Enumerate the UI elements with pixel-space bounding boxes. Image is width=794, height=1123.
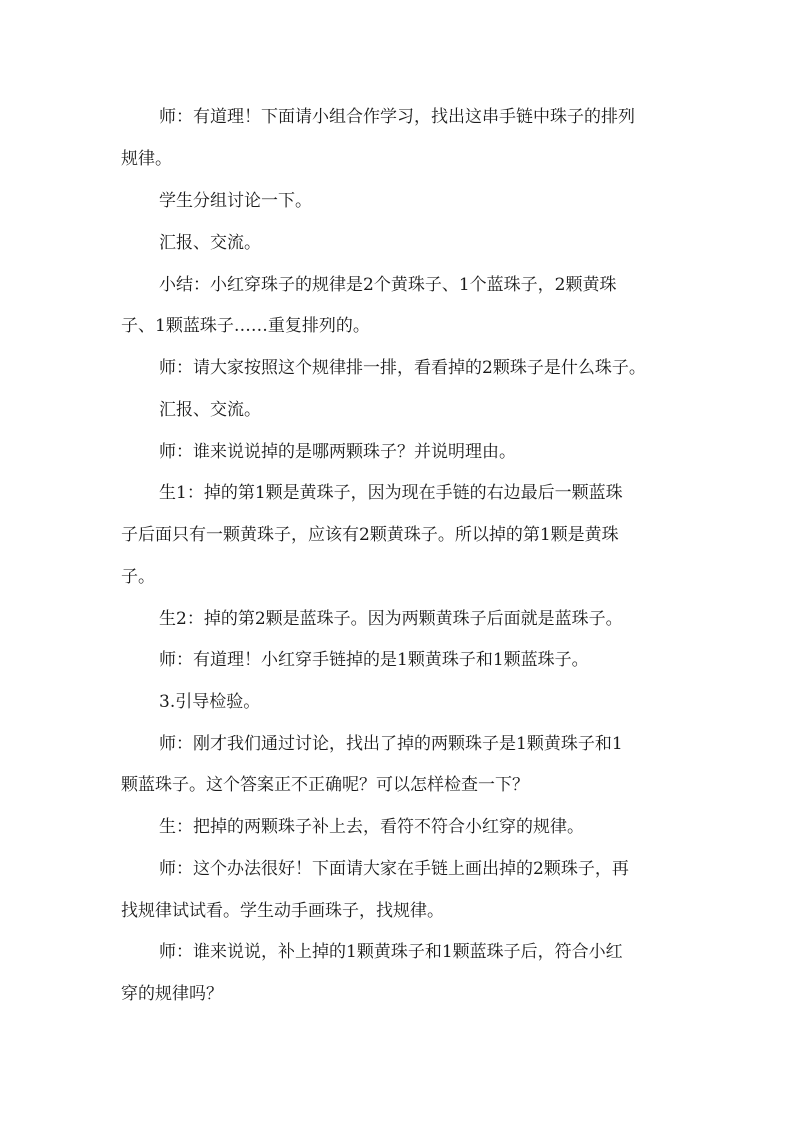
paragraph-line: 找规律试试看。学生动手画珠子，找规律。 bbox=[121, 901, 444, 921]
section-heading: 3.引导检验。 bbox=[159, 692, 261, 712]
paragraph-line: 颗蓝珠子。这个答案正不正确呢？可以怎样检查一下？ bbox=[121, 775, 529, 795]
paragraph-line: 小结：小红穿珠子的规律是2个黄珠子、1个蓝珠子，2颗黄珠 bbox=[159, 275, 617, 295]
paragraph-line: 生：把掉的两颗珠子补上去，看符不符合小红穿的规律。 bbox=[159, 817, 584, 837]
paragraph-line: 汇报、交流。 bbox=[159, 400, 261, 420]
paragraph-line: 规律。 bbox=[121, 149, 172, 169]
paragraph-line: 师：谁来说说掉的是哪两颗珠子？并说明理由。 bbox=[159, 442, 516, 462]
paragraph-line: 师：这个办法很好！下面请大家在手链上画出掉的2颗珠子，再 bbox=[159, 859, 629, 879]
paragraph-line: 生1：掉的第1颗是黄珠子，因为现在手链的右边最后一颗蓝珠 bbox=[159, 483, 623, 503]
paragraph-line: 子、1颗蓝珠子……重复排列的。 bbox=[121, 316, 370, 336]
paragraph-line: 子后面只有一颗黄珠子，应该有2颗黄珠子。所以掉的第1颗是黄珠 bbox=[121, 525, 619, 545]
paragraph-line: 子。 bbox=[121, 567, 155, 587]
paragraph-line: 汇报、交流。 bbox=[159, 233, 261, 253]
paragraph-line: 师：谁来说说，补上掉的1颗黄珠子和1颗蓝珠子后，符合小红 bbox=[159, 942, 623, 962]
paragraph-line: 师：有道理！小红穿手链掉的是1颗黄珠子和1颗蓝珠子。 bbox=[159, 650, 589, 670]
paragraph-line: 师：刚才我们通过讨论，找出了掉的两颗珠子是1颗黄珠子和1 bbox=[159, 734, 623, 754]
paragraph-line: 生2：掉的第2颗是蓝珠子。因为两颗黄珠子后面就是蓝珠子。 bbox=[159, 609, 623, 629]
paragraph-line: 师：请大家按照这个规律排一排，看看掉的2颗珠子是什么珠子。 bbox=[159, 358, 646, 378]
paragraph-line: 学生分组讨论一下。 bbox=[159, 191, 312, 211]
paragraph-line: 穿的规律吗？ bbox=[121, 984, 223, 1004]
paragraph-line: 师：有道理！下面请小组合作学习，找出这串手链中珠子的排列 bbox=[159, 107, 635, 127]
